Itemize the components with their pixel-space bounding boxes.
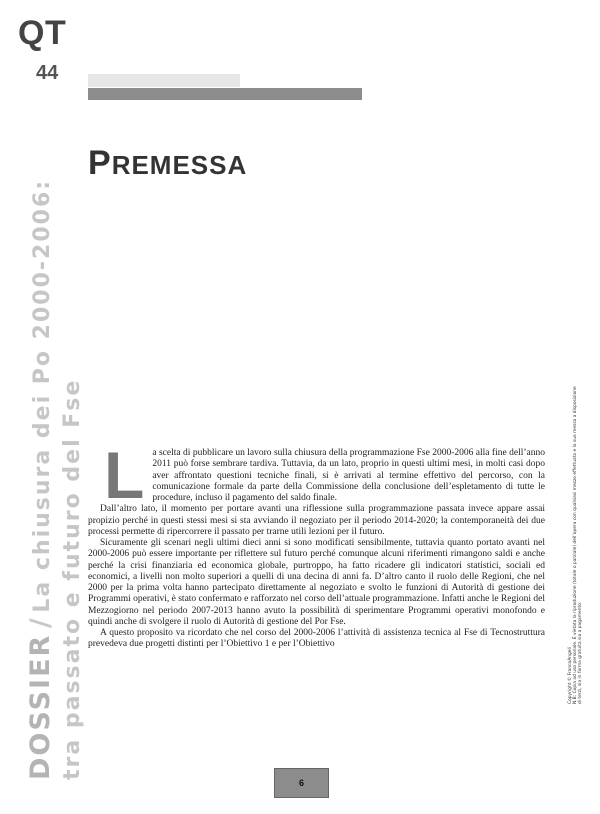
page-number — [274, 768, 329, 798]
copyright-notice — [568, 384, 584, 704]
side-title-text: La chiusura dei Po 2000-2006: — [30, 178, 55, 613]
title-first-letter: P — [88, 144, 112, 182]
copyright-disclaimer: N.B: Copia ad uso personale. È vietata la riproduzione (totale o parziale) dell’opera con qualsiasi mezzo effettuata e la sua messa a disposizione di terzi, sia in forma gratuita sia a pagamento. — [573, 386, 584, 704]
paragraph-text: a scelta di pubblicare un lavoro sulla chiusura della programmazione Fse 2000-2006 alla fine dell’anno 2011 può forse sembrare tardiva. Tuttavia, da un lato, proprio in questi ultimi mesi, in molti casi dopo aver affrontato questioni tecniche finali, si è arrivati al termine effettivo del percorso, con la comunicazione formale da parte della Commissione della conclusione dell’espletamento di tutte le procedure, incluso il pagamento del saldo finale. — [152, 448, 545, 503]
copyright-line: Copyright © FrancoAngeli — [568, 647, 573, 704]
side-title-line1 — [25, 180, 56, 780]
series-code: QT — [18, 14, 67, 52]
issue-number: 44 — [36, 62, 59, 84]
paragraph: Sicuramente gli scenari negli ultimi dieci anni si sono modificati sensibilmente, tuttavia quanto portato avanti nel 2000-2006 può essere importante per riflettere sul futuro perché comunque alcuni riferimenti rimangono saldi e anche perché la crisi finanziaria ed economica globale, purtroppo, ha fatto ricadere gli indicatori statistici, sociali ed economici, a livelli non molto superiori a quelli di una decina di anni fa. D’altro canto il ruolo delle Regioni, che nel 2000 per la prima volta hanno partecipato direttamente al negoziato e svolto le funzioni di Autorità di gestione dei Programmi operativi, è stato confermato e rafforzato nel corso dell’attuale programmazione. Infatti anche le Regioni del Mezzogiorno nel periodo 2007-2013 hanno avuto la possibilità di sperimentare Programmi operativi monofondo e quindi anche di svolgere il ruolo di Autorità di gestione del Por Fse. — [88, 538, 545, 627]
page-number-text: 6 — [298, 778, 304, 788]
paragraph: Dall’altro lato, il momento per portare avanti una riflessione sulla programmazione passata invece appare assai propizio perché in questi stessi mesi si sta avviando il negoziato per il periodo 2014-2020; la contemporaneità dei due processi permette di ripercorrere il passato per trarne utili lezioni per il futuro. — [88, 504, 545, 537]
paragraph — [88, 438, 545, 512]
drop-cap: L — [104, 438, 145, 512]
side-title-line2: tra passato e futuro del Fse — [60, 378, 85, 780]
side-title-dossier: DOSSIER — [25, 633, 56, 780]
body-text — [88, 438, 545, 651]
title-rest: REMESSA — [111, 150, 248, 180]
paragraph: A questo proposito va ricordato che nel corso del 2000-2006 l’attività di assistenza tecnica al Fse di Tecnostruttura prevedeva due progetti distinti per l’Obiettivo 1 e per l’Obiettivo — [88, 628, 545, 650]
header-bar-light — [88, 74, 240, 87]
side-title-slash: / — [25, 618, 56, 629]
page-title — [88, 144, 247, 183]
header-bar-dark — [88, 88, 362, 100]
